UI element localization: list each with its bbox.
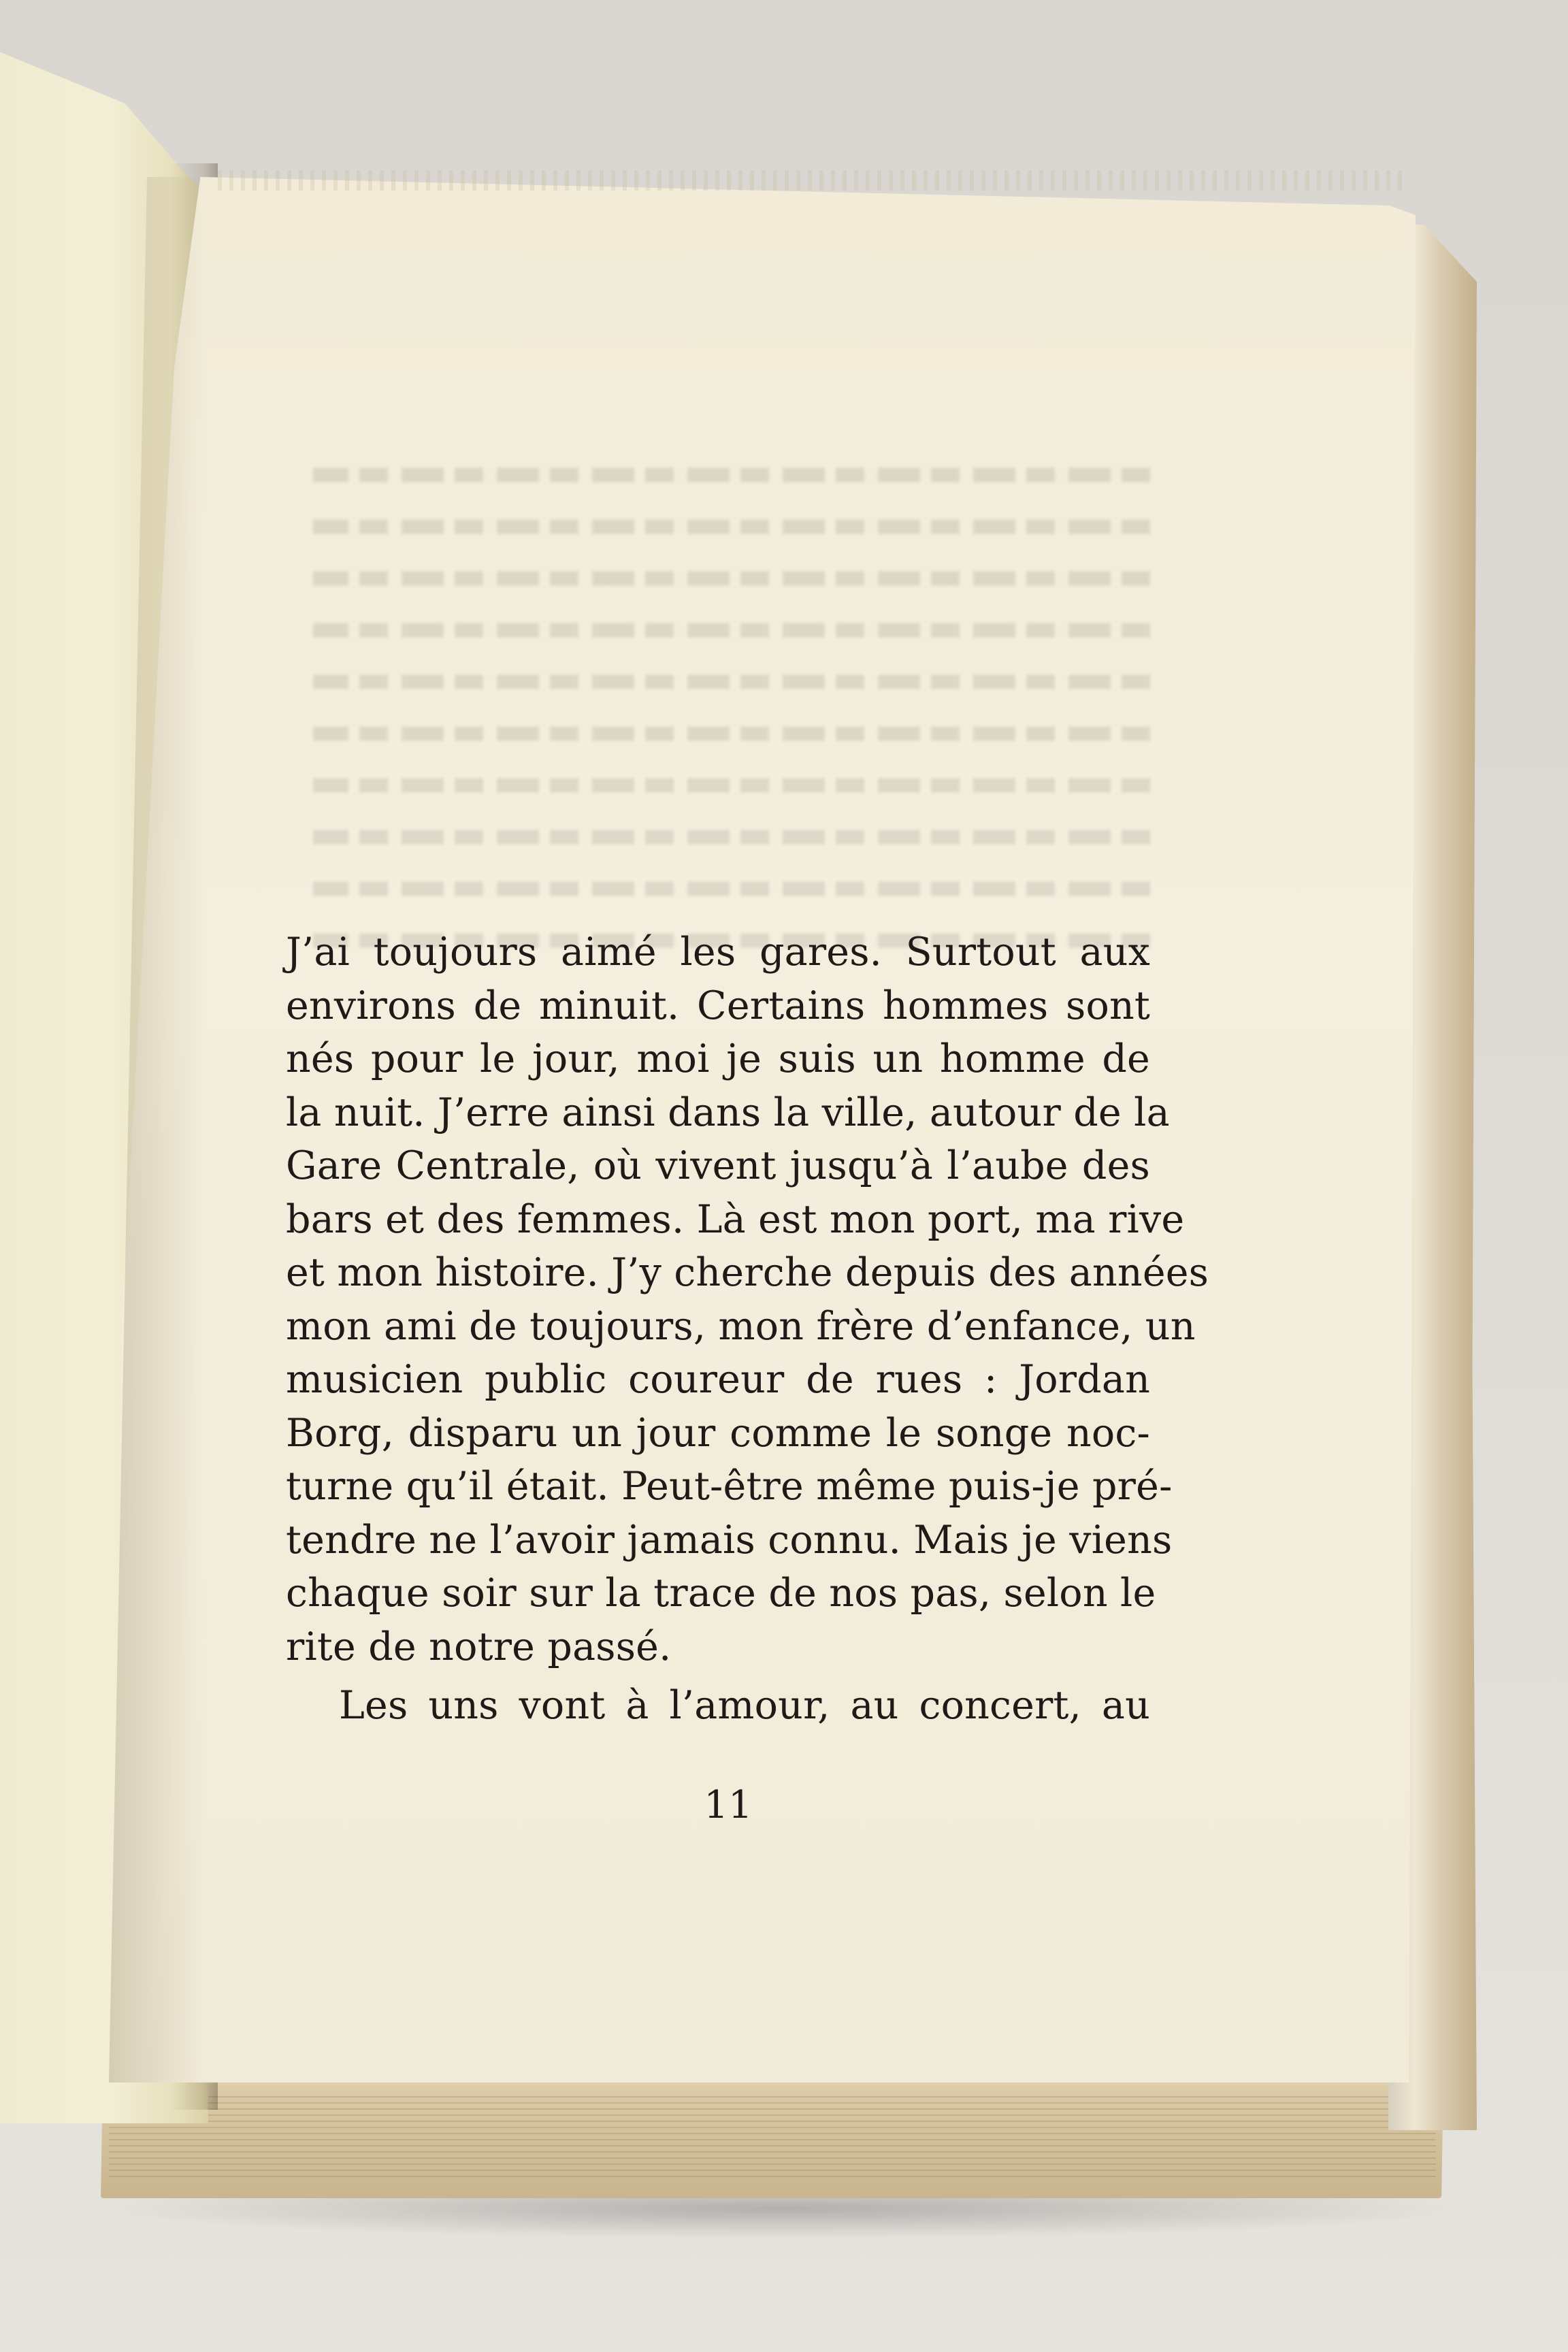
page-stack-lines — [109, 2096, 1436, 2178]
text-line: environs de minuit. Certains hommes sont — [286, 983, 1150, 1028]
text-line: musicien public coureur de rues : Jordan — [286, 1357, 1150, 1402]
text-line: J’ai toujours aimé les gares. Surtout aux — [286, 930, 1150, 975]
page-number: 11 — [704, 1783, 753, 1827]
text-line: la nuit. J’erre ainsi dans la ville, autour de la — [286, 1090, 1170, 1135]
text-line: et mon histoire. J’y cherche depuis des années — [286, 1250, 1209, 1295]
text-line: Les uns vont à l’amour, au concert, au — [339, 1683, 1150, 1728]
text-line: turne qu’il était. Peut-être même puis-je pré- — [286, 1464, 1173, 1509]
text-line: rite de notre passé. — [286, 1624, 672, 1669]
text-line: bars et des femmes. Là est mon port, ma rive — [286, 1196, 1185, 1242]
text-line: nés pour le jour, moi je suis un homme de — [286, 1036, 1150, 1081]
text-line: Borg, disparu un jour comme le songe noc- — [286, 1410, 1150, 1456]
show-through-text — [313, 449, 1150, 966]
text-line: Gare Centrale, où vivent jusqu’à l’aube des — [286, 1143, 1150, 1188]
deckle-edge — [218, 170, 1402, 191]
text-line: chaque soir sur la trace de nos pas, selon le — [286, 1571, 1156, 1616]
text-line: mon ami de toujours, mon frère d’enfance, un — [286, 1303, 1196, 1349]
text-line: tendre ne l’avoir jamais connu. Mais je viens — [286, 1517, 1173, 1563]
body-text — [286, 926, 1209, 1733]
